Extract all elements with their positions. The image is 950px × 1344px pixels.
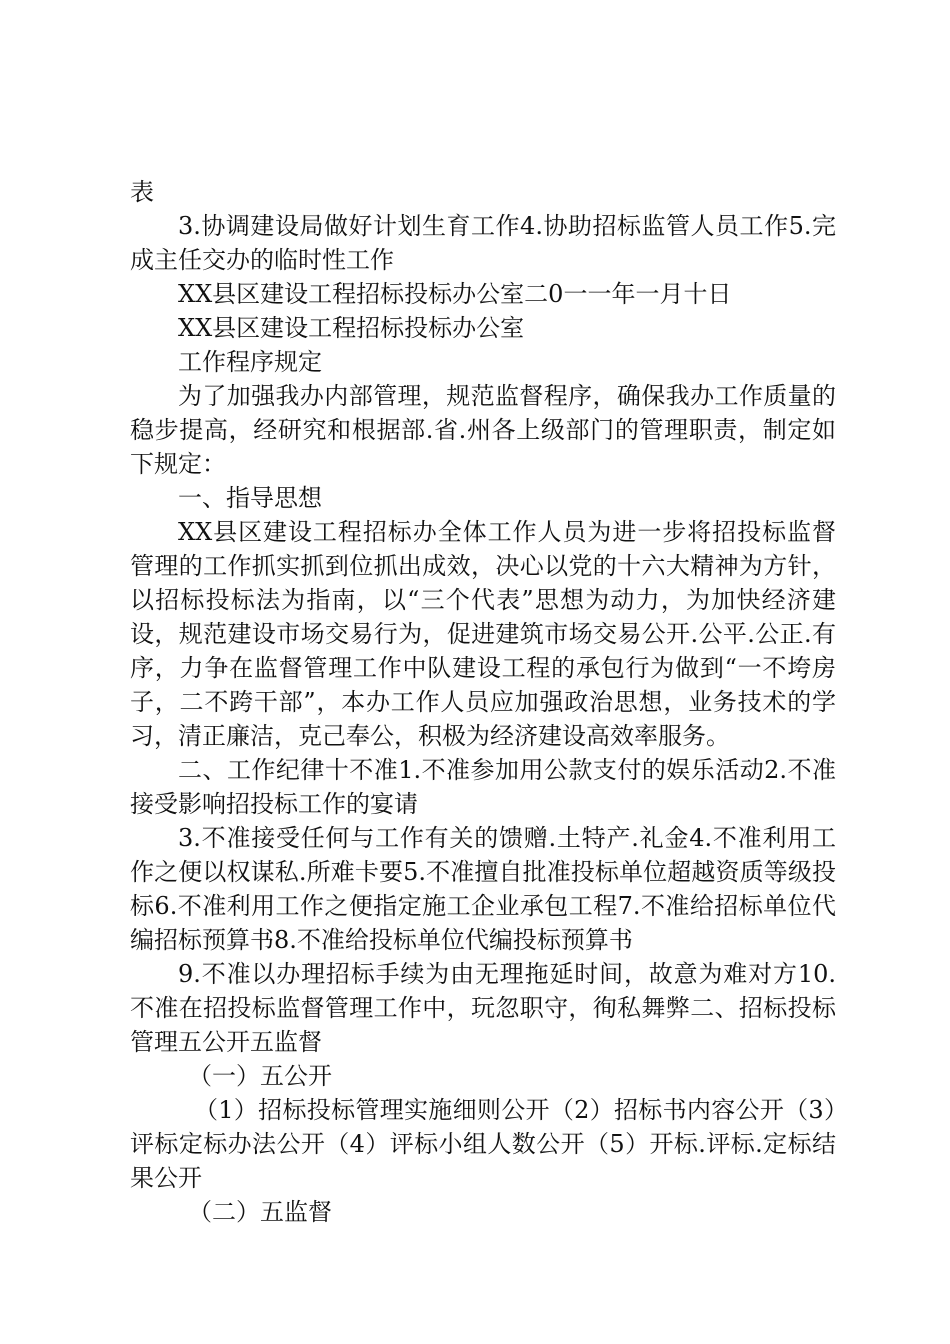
paragraph-duties: 3.协调建设局做好计划生育工作4.协助招标监管人员工作5.完成主任交办的临时性工作: [130, 212, 836, 274]
document-body: [130, 175, 836, 1229]
paragraph-five-public: （1）招标投标管理实施细则公开（2）招标书内容公开（3）评标定标办法公开（4）评标小组人数公开（5）开标.评标.定标结果公开: [130, 1096, 836, 1192]
paragraph-title: 工作程序规定: [178, 348, 322, 376]
paragraph-discipline-1: 二、工作纪律十不准1.不准参加用公款支付的娱乐活动2.不准接受影响招投标工作的宴请: [130, 756, 836, 818]
heading-five-supervision: （二）五监督: [188, 1198, 332, 1226]
paragraph-discipline-3: 9.不准以办理招标手续为由无理拖延时间，故意为难对方10.不准在招投标监督管理工作中，玩忽职守，徇私舞弊二、招标投标管理五公开五监督: [130, 960, 836, 1056]
paragraph-signature-date: XX县区建设工程招标投标办公室二0一一年一月十日: [178, 280, 732, 308]
paragraph-fragment: 表: [130, 178, 154, 206]
paragraph-guiding-ideology: XX县区建设工程招标办全体工作人员为进一步将招投标监督管理的工作抓实抓到位抓出成效，决心以党的十六大精神为方针，以招标投标法为指南，以“三个代表”思想为动力，为加快经济建设，规范建设市场交易行为，促进建筑市场交易公开.公平.公正.有序，力争在监督管理工作中队建设工程的承包行为做到“一不垮房子，二不跨干部”，本办工作人员应加强政治思想，业务技术的学习，清正廉洁，克己奉公，积极为经济建设高效率服务。: [130, 518, 836, 750]
heading-guiding-ideology: 一、指导思想: [178, 484, 322, 512]
paragraph-discipline-2: 3.不准接受任何与工作有关的馈赠.土特产.礼金4.不准利用工作之便以权谋私.所难卡要5.不准擅自批准投标单位超越资质等级投标6.不准利用工作之便指定施工企业承包工程7.不准给招标单位代编招标预算书8.不准给投标单位代编投标预算书: [130, 824, 836, 954]
heading-five-public: （一）五公开: [188, 1062, 332, 1090]
paragraph-office-name: XX县区建设工程招标投标办公室: [178, 314, 525, 342]
paragraph-intro: 为了加强我办内部管理，规范监督程序，确保我办工作质量的稳步提高，经研究和根据部.省.州各上级部门的管理职责，制定如下规定：: [130, 382, 836, 478]
